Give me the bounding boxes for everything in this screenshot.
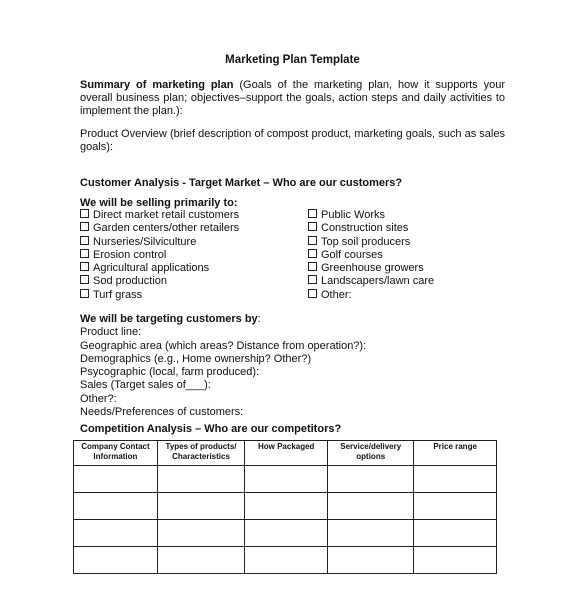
table-row	[74, 547, 497, 574]
checkbox-label: Greenhouse growers	[321, 262, 424, 275]
checkbox-label: Garden centers/other retailers	[93, 222, 240, 235]
selling-option-right	[308, 222, 434, 235]
checkbox[interactable]	[308, 249, 317, 258]
selling-option-left	[80, 289, 239, 302]
table-cell[interactable]	[245, 520, 328, 547]
column-header: How Packaged	[245, 441, 328, 466]
targeting-line: Needs/Preferences of customers:	[80, 406, 244, 419]
table-cell[interactable]	[328, 520, 414, 547]
table-cell[interactable]	[414, 520, 497, 547]
table-row	[74, 493, 497, 520]
targeting-line: Product line:	[80, 326, 142, 339]
checkbox-label: Erosion control	[93, 248, 167, 261]
selling-left-list	[80, 209, 239, 302]
competitor-table	[73, 440, 497, 574]
selling-option-right	[308, 209, 434, 222]
table-cell[interactable]	[328, 493, 414, 520]
column-header: Price range	[414, 441, 497, 466]
checkbox[interactable]	[308, 289, 317, 298]
checkbox[interactable]	[308, 262, 317, 271]
table-cell[interactable]	[414, 547, 497, 574]
table-cell[interactable]	[245, 493, 328, 520]
selling-option-left	[80, 222, 239, 235]
checkbox[interactable]	[308, 209, 317, 218]
table-cell[interactable]	[74, 547, 158, 574]
targeting-line: Geographic area (which areas? Distance from operation?):	[80, 339, 367, 352]
selling-option-left	[80, 236, 239, 249]
checkbox-label: Public Works	[321, 209, 385, 221]
checkbox[interactable]	[80, 275, 89, 284]
checkbox[interactable]	[80, 209, 89, 218]
checkbox-label: Agricultural applications	[93, 262, 210, 275]
checkbox-label: Sod production	[93, 275, 167, 288]
targeting-heading-row	[80, 313, 366, 326]
checkbox-label: Direct market retail customers	[93, 209, 240, 221]
selling-option-right	[308, 289, 434, 302]
targeting-line: Psycographic (local, farm produced):	[80, 366, 260, 379]
summary-paragraph	[80, 79, 505, 118]
product-overview-paragraph: Product Overview (brief description of compost product, marketing goals, such as sales goals):	[80, 128, 505, 153]
summary-label: Summary of marketing plan	[80, 79, 234, 91]
checkbox-label: Construction sites	[321, 222, 409, 235]
selling-option-right	[308, 275, 434, 288]
selling-option-left	[80, 262, 239, 275]
table-cell[interactable]	[74, 520, 158, 547]
selling-option-left	[80, 275, 239, 288]
competition-heading: Competition Analysis – Who are our competitors?	[80, 423, 342, 435]
checkbox[interactable]	[80, 222, 89, 231]
checkbox-label: Turf grass	[93, 288, 143, 301]
checkbox-label: Landscapers/lawn care	[321, 275, 435, 288]
table-cell[interactable]	[74, 466, 158, 493]
selling-option-right	[308, 249, 434, 262]
checkbox[interactable]	[80, 236, 89, 245]
table-cell[interactable]	[157, 520, 244, 547]
selling-heading: We will be selling primarily to:	[80, 197, 238, 209]
column-header: Types of products/ Characteristics	[157, 441, 244, 466]
document-title: Marketing Plan Template	[225, 54, 360, 66]
checkbox[interactable]	[308, 222, 317, 231]
targeting-line: Other?:	[80, 392, 117, 405]
table-cell[interactable]	[328, 547, 414, 574]
table-cell[interactable]	[157, 466, 244, 493]
checkbox[interactable]	[80, 289, 89, 298]
summary-text: (Goals of the marketing plan, how it supports your overall business plan; objectives–support the goals, action steps and daily activities to implement the plan.):	[80, 79, 505, 117]
targeting-colon: :	[257, 313, 261, 325]
competitor-table-header	[74, 441, 497, 466]
checkbox-label: Top soil producers	[321, 235, 411, 248]
table-cell[interactable]	[328, 466, 414, 493]
selling-option-left	[80, 209, 239, 222]
customer-analysis-heading: Customer Analysis - Target Market – Who are our customers?	[80, 177, 403, 189]
checkbox-label: Nurseries/Silviculture	[93, 235, 197, 248]
column-header: Service/delivery options	[328, 441, 414, 466]
selling-right-list	[308, 209, 434, 302]
table-cell[interactable]	[245, 547, 328, 574]
table-cell[interactable]	[414, 493, 497, 520]
table-cell[interactable]	[245, 466, 328, 493]
checkbox[interactable]	[308, 236, 317, 245]
table-cell[interactable]	[157, 547, 244, 574]
checkbox-label: Golf courses	[321, 248, 383, 261]
table-row	[74, 466, 497, 493]
table-cell[interactable]	[157, 493, 244, 520]
table-row	[74, 520, 497, 547]
table-cell[interactable]	[74, 493, 158, 520]
targeting-list	[80, 326, 366, 419]
checkbox-label: Other:	[321, 288, 352, 301]
column-header: Company Contact Information	[74, 441, 158, 466]
targeting-section	[80, 313, 366, 419]
targeting-line: Sales (Target sales of___):	[80, 379, 211, 392]
selling-option-left	[80, 249, 239, 262]
checkbox[interactable]	[80, 262, 89, 271]
table-cell[interactable]	[414, 466, 497, 493]
checkbox[interactable]	[308, 275, 317, 284]
targeting-heading: We will be targeting customers by	[80, 313, 258, 325]
targeting-line: Demographics (e.g., Home ownership? Other?)	[80, 352, 312, 365]
selling-option-right	[308, 236, 434, 249]
checkbox[interactable]	[80, 249, 89, 258]
selling-option-right	[308, 262, 434, 275]
